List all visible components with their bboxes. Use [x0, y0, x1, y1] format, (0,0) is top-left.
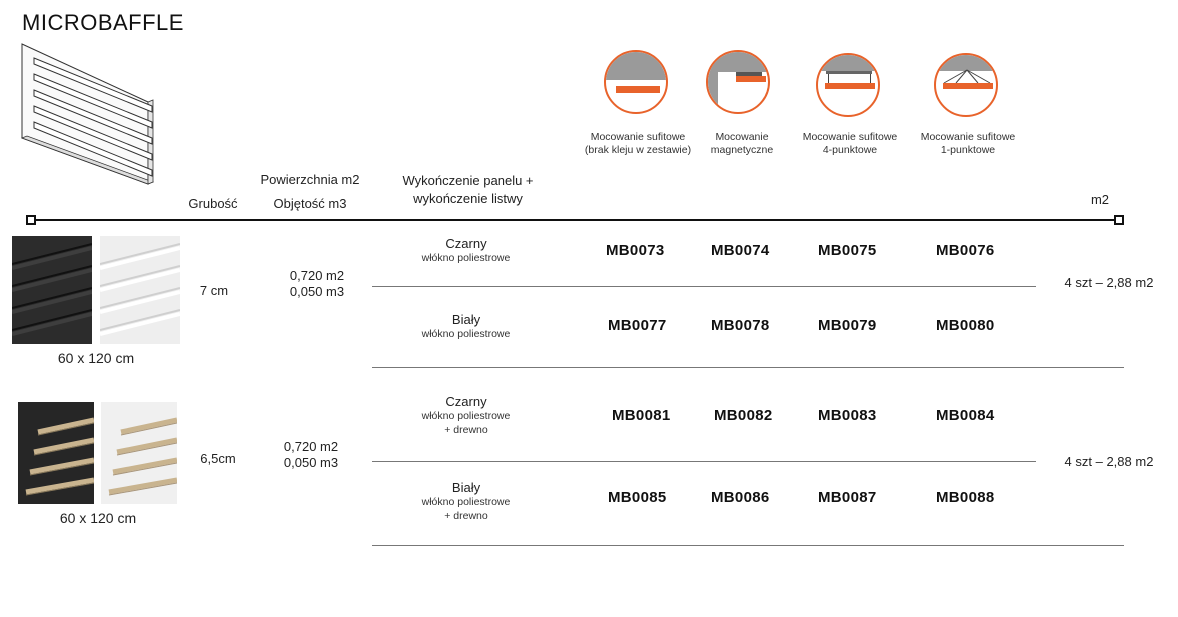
row-divider: [372, 286, 1036, 287]
one-point-mount-icon: [934, 53, 998, 117]
divider-start-marker: [26, 215, 36, 225]
thickness-value: 6,5cm: [200, 451, 236, 466]
header-thickness: Grubość: [188, 196, 238, 211]
finish-label: Czarny włókno poliestrowe: [421, 236, 511, 264]
panel-size: 60 x 120 cm: [57, 350, 135, 366]
swatch-white-wood-panel: [101, 402, 177, 504]
header-m2: m2: [1090, 192, 1110, 207]
product-code: MB0079: [818, 317, 877, 334]
mount-label-ceiling-glue: Mocowanie sufitowe (brak kleju w zestawie): [584, 131, 692, 156]
pack-quantity: 4 szt – 2,88 m2: [1064, 454, 1154, 469]
mount-label-one-point: Mocowanie sufitowe 1-punktowe: [920, 131, 1016, 156]
product-code: MB0081: [612, 407, 671, 424]
product-code: MB0088: [936, 489, 995, 506]
product-code: MB0074: [711, 242, 770, 259]
header-finish: Wykończenie panelu + wykończenie listwy: [402, 173, 534, 206]
finish-label: Biały włókno poliestrowe: [421, 312, 511, 340]
swatch-white-panel: [100, 236, 180, 344]
product-code: MB0076: [936, 242, 995, 259]
product-code: MB0084: [936, 407, 995, 424]
panel-size: 60 x 120 cm: [59, 510, 137, 526]
pack-quantity: 4 szt – 2,88 m2: [1064, 275, 1154, 290]
product-code: MB0078: [711, 317, 770, 334]
product-code: MB0077: [608, 317, 667, 334]
magnetic-mount-icon: [706, 50, 770, 114]
header-area: Powierzchnia m2: [260, 172, 360, 187]
swatch-black-wood-panel: [18, 402, 94, 504]
product-code: MB0080: [936, 317, 995, 334]
ceiling-glue-icon: [604, 50, 668, 114]
header-volume: Objętość m3: [273, 196, 347, 211]
product-code: MB0073: [606, 242, 665, 259]
finish-label: Czarny włókno poliestrowe + drewno: [421, 394, 511, 436]
divider-end-marker: [1114, 215, 1124, 225]
thickness-value: 7 cm: [199, 283, 229, 298]
finish-label: Biały włókno poliestrowe + drewno: [421, 480, 511, 522]
group-divider: [372, 545, 1124, 546]
four-point-mount-icon: [816, 53, 880, 117]
mount-label-magnetic: Mocowanie magnetyczne: [710, 131, 774, 156]
page-title: MICROBAFFLE: [22, 10, 184, 35]
group-divider: [372, 367, 1124, 368]
product-code: MB0087: [818, 489, 877, 506]
product-code: MB0083: [818, 407, 877, 424]
product-code: MB0075: [818, 242, 877, 259]
swatch-black-panel: [12, 236, 92, 344]
product-illustration: [20, 42, 160, 187]
product-code: MB0082: [714, 407, 773, 424]
area-volume-values: 0,720 m2 0,050 m3: [289, 268, 345, 299]
row-divider: [372, 461, 1036, 462]
header-divider: [30, 219, 1120, 221]
product-code: MB0085: [608, 489, 667, 506]
area-volume-values: 0,720 m2 0,050 m3: [283, 439, 339, 470]
mount-label-four-point: Mocowanie sufitowe 4-punktowe: [802, 131, 898, 156]
product-code: MB0086: [711, 489, 770, 506]
